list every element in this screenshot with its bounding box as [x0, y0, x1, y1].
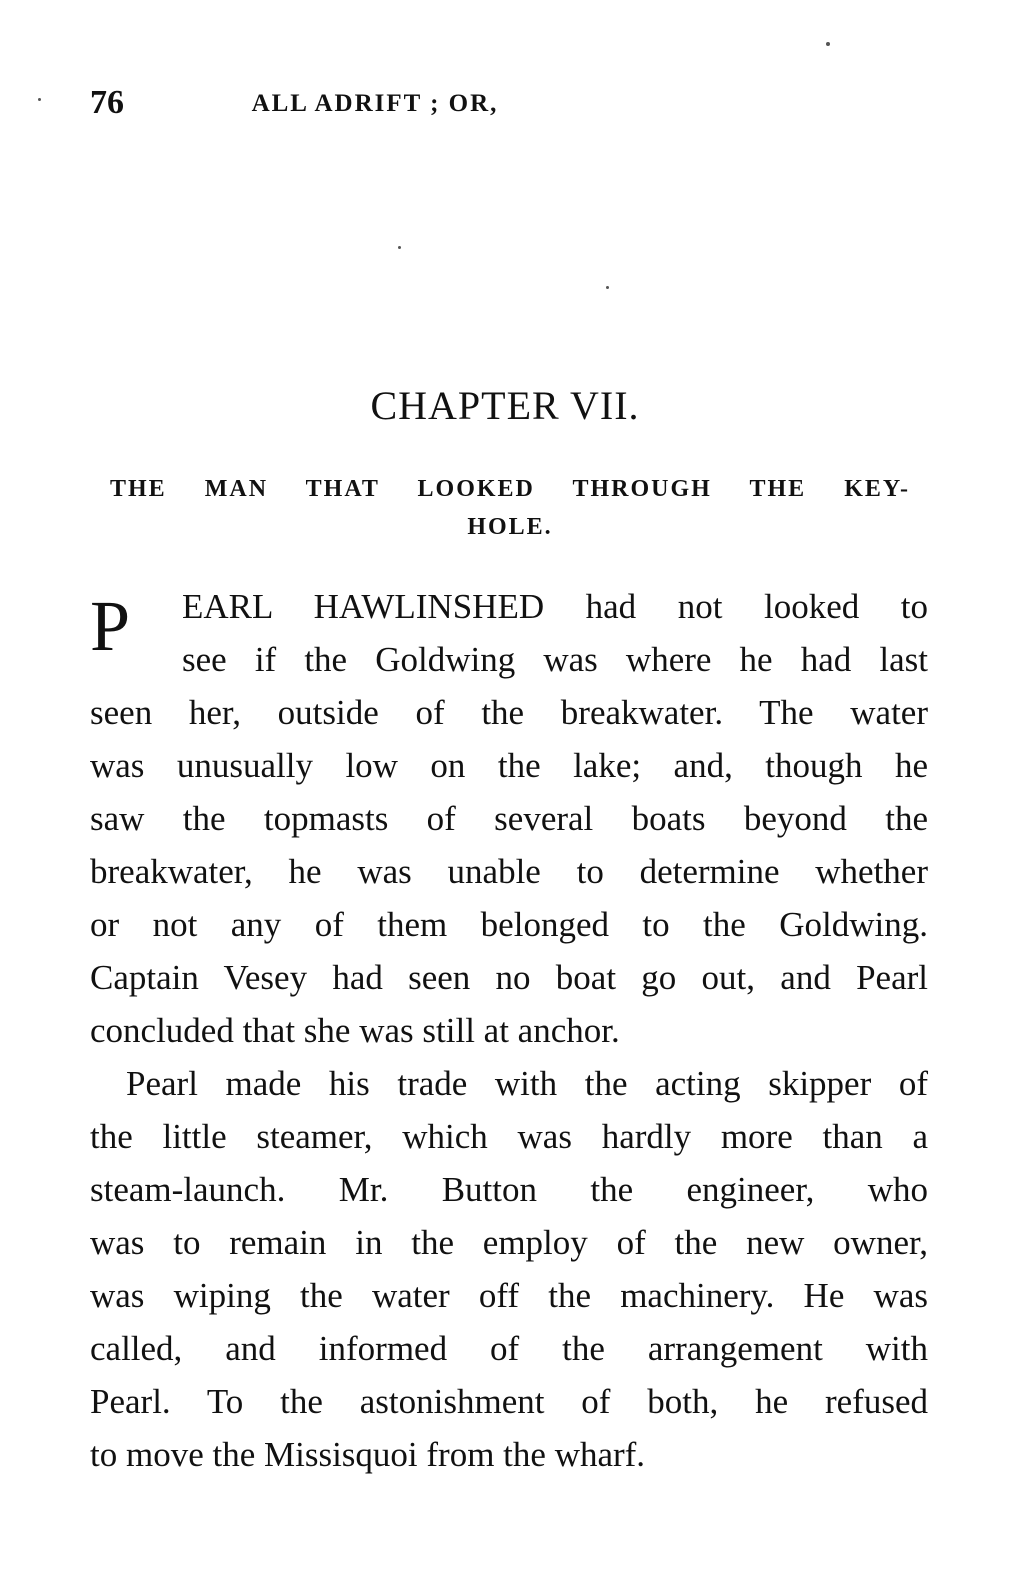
text-line: steam-launch. Mr. Button the engineer, who	[90, 1170, 928, 1209]
chapter-subtitle-line: HOLE.	[467, 514, 553, 540]
text-line: was unusually low on the lake; and, though he	[90, 746, 928, 785]
text-line: or not any of them belonged to the Goldwing.	[90, 905, 928, 944]
drop-cap: P	[90, 586, 131, 666]
text-line: to move the Missisquoi from the wharf.	[90, 1435, 646, 1474]
chapter-subtitle-line: THE MAN THAT LOOKED THROUGH THE KEY-	[110, 476, 910, 502]
body-text	[90, 580, 928, 1481]
text-line: saw the topmasts of several boats beyond the	[90, 799, 928, 838]
text-line: seen her, outside of the breakwater. The water	[90, 693, 928, 732]
running-header	[90, 84, 930, 134]
text-line: the little steamer, which was hardly more than a	[90, 1117, 928, 1156]
paragraph-2	[90, 1057, 928, 1481]
text-line: was to remain in the employ of the new owner,	[90, 1223, 928, 1262]
page-number: 76	[90, 84, 124, 121]
scan-speck	[398, 246, 401, 249]
text-line: Pearl. To the astonishment of both, he refused	[90, 1382, 928, 1421]
text-line: Captain Vesey had seen no boat go out, and Pearl	[90, 958, 928, 997]
text-line: see if the Goldwing was where he had last	[182, 640, 928, 679]
text-line: concluded that she was still at anchor.	[90, 1011, 620, 1050]
chapter-subtitle	[110, 470, 910, 546]
text-line: called, and informed of the arrangement with	[90, 1329, 928, 1368]
text-line: breakwater, he was unable to determine whether	[90, 852, 928, 891]
paragraph-1	[90, 580, 928, 1057]
running-title: ALL ADRIFT ; OR,	[251, 90, 499, 117]
text-line: EARL HAWLINSHED had not looked to	[182, 587, 928, 626]
text-line: was wiping the water off the machinery. He was	[90, 1276, 928, 1315]
text-line: Pearl made his trade with the acting skipper of	[126, 1064, 928, 1103]
scan-speck	[38, 98, 41, 101]
scan-speck	[606, 286, 609, 289]
chapter-title: CHAPTER VII.	[370, 383, 640, 428]
scan-speck	[826, 42, 830, 46]
